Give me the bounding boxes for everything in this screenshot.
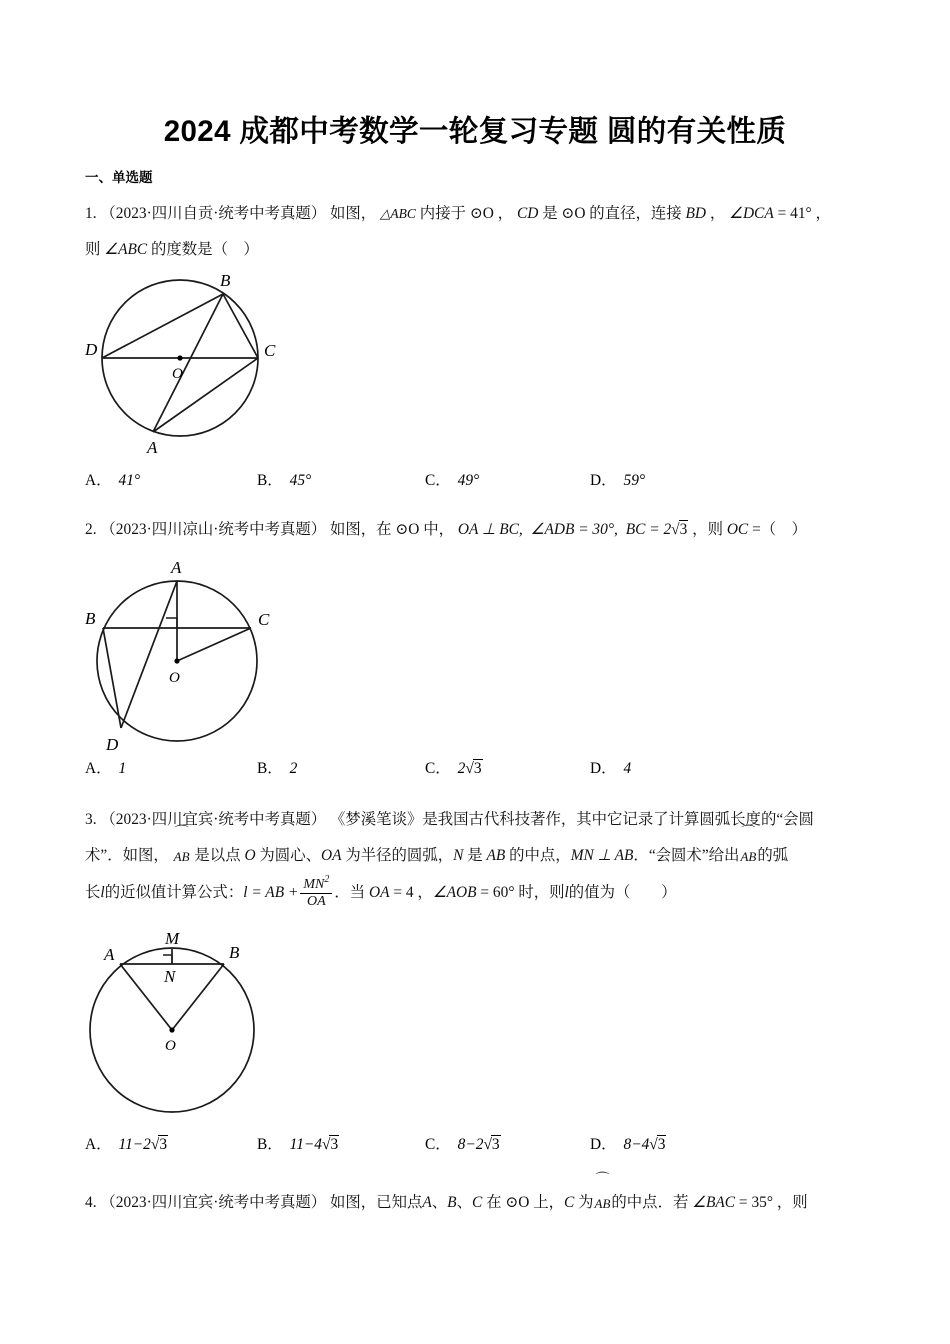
question-1-text-line2a: 则	[85, 241, 101, 258]
question-4-a: A	[422, 1194, 432, 1211]
question-1-text-f: ，	[709, 205, 726, 222]
figure-2-label-a: A	[171, 558, 182, 577]
question-2-sqrt3: √3	[671, 521, 688, 538]
arc-ab-symbol-2: ⌒ AB	[740, 826, 757, 864]
question-3-angle-aob: ∠AOB	[432, 884, 477, 901]
option-2-d[interactable]	[590, 756, 631, 778]
question-2-oa-perp-bc: OA ⊥ BC,	[457, 521, 523, 538]
question-3-text-line2a: 术”．如图，	[85, 847, 169, 864]
option-1-d[interactable]	[590, 468, 645, 490]
question-3-formula-head: l = AB +	[243, 884, 299, 901]
question-1	[85, 196, 875, 268]
figure-1-label-c: C	[264, 341, 276, 360]
question-2-bc-value: BC = 2	[625, 521, 672, 538]
question-1-triangle-abc: △ABC	[380, 206, 416, 221]
question-3-text-line3e: ．当	[334, 884, 369, 901]
question-2-text-g: =（ ）	[752, 521, 807, 538]
figure-3-label-b: B	[229, 943, 240, 962]
option-1-c-label: C．	[425, 472, 451, 489]
option-1-c-value: 49°	[457, 472, 480, 489]
option-3-b-label: B．	[257, 1136, 283, 1153]
question-3-text-line3k: 的值为（ ）	[568, 884, 677, 901]
option-2-c-label: C．	[425, 760, 451, 777]
option-3-a[interactable]: A． 11−2√3	[85, 1136, 168, 1153]
question-3-text-line3c: 的近似值计算公式：	[104, 884, 244, 901]
option-3-d-label: D．	[590, 1136, 617, 1153]
option-2-a[interactable]	[85, 756, 126, 778]
question-3-text-line2d: 为圆心、	[255, 847, 321, 864]
figure-2-label-d: D	[106, 735, 119, 754]
option-3-c[interactable]: C． 8−2√3	[425, 1136, 500, 1153]
option-1-b-value: 45°	[289, 472, 312, 489]
figure-1-label-a: A	[147, 438, 158, 457]
question-3	[85, 802, 875, 912]
question-4-text-l: = 35° ，则	[735, 1194, 808, 1211]
option-1-c[interactable]	[425, 468, 479, 490]
question-3-text-line2j: 的中点，	[505, 847, 571, 864]
question-1-angle-abc: ∠ABC	[104, 241, 148, 258]
question-3-text-line2h: 是	[463, 847, 487, 864]
figure-3-label-o: O	[165, 1038, 176, 1054]
question-3-text-line2l: ．“会圆术”给出	[633, 847, 740, 864]
question-2-options	[85, 756, 885, 780]
question-3-number: 3.	[85, 811, 97, 828]
question-4-sep-2: 、	[456, 1194, 472, 1211]
section-heading: 一、单选题	[85, 170, 153, 185]
question-4	[85, 1173, 875, 1222]
option-1-b-label: B．	[257, 472, 283, 489]
question-1-text-line2c: 的度数是（ ）	[151, 241, 259, 258]
question-1-angle-dca: ∠DCA	[729, 205, 774, 222]
question-3-oa-2: OA	[368, 884, 390, 901]
question-4-angle-bac: ∠BAC	[692, 1194, 736, 1211]
figure-3-label-a: A	[104, 945, 115, 964]
figure-question-2	[72, 548, 302, 763]
option-1-a-label: A．	[85, 472, 112, 489]
question-1-text-d: 是 ⊙O 的直径，连接	[542, 205, 686, 222]
question-2-number: 2.	[85, 521, 97, 538]
page-title: 2024 成都中考数学一轮复习专题 圆的有关性质	[163, 115, 787, 148]
question-1-text-b: 内接于 ⊙O ，	[419, 205, 514, 222]
option-3-a-label: A．	[85, 1136, 112, 1153]
question-4-sep-1: 、	[431, 1194, 448, 1211]
option-2-d-value: 4	[623, 760, 632, 777]
question-4-source: （2023·四川宜宾·统考中考真题）	[100, 1194, 327, 1211]
question-3-fraction-mn2-over-oa: $\frac{MN^2}{OA}$	[300, 874, 332, 910]
question-2-text-a: 如图，在 ⊙O 中，	[330, 521, 455, 538]
arc-ab-symbol-1: ⌒ AB	[173, 826, 190, 864]
question-2-angle-adb: ∠ADB = 30°,	[530, 521, 618, 538]
figure-question-3	[82, 928, 302, 1133]
question-3-text-line1: 《梦溪笔谈》是我国古代科技著作，其中它记录了计算圆弧长度的“会圆	[330, 811, 814, 828]
question-1-text-h: = 41° ，	[777, 205, 831, 222]
option-2-c[interactable]: C． 2√3	[425, 760, 482, 777]
question-4-text-i: 为	[574, 1194, 594, 1211]
question-4-c: C	[471, 1194, 483, 1211]
question-3-text-line3a: 长	[85, 884, 101, 901]
question-4-text-a: 如图，已知点	[330, 1194, 423, 1211]
question-3-text-line3i: = 60° 时，则	[476, 884, 565, 901]
question-1-source: （2023·四川自贡·统考中考真题）	[100, 205, 327, 222]
figure-2-label-b: B	[85, 609, 96, 628]
question-2	[85, 512, 875, 548]
figure-1-label-d: D	[85, 340, 98, 359]
question-3-o: O	[244, 847, 256, 864]
arc-ab-symbol-3: ⌒ AB	[594, 1173, 611, 1211]
question-4-number: 4.	[85, 1194, 97, 1211]
question-3-n: N	[453, 847, 464, 864]
option-1-b[interactable]	[257, 468, 311, 490]
option-1-d-label: D．	[590, 472, 617, 489]
question-1-text-a: 如图，	[330, 205, 377, 222]
question-3-options	[85, 1132, 885, 1156]
figure-1-label-b: B	[220, 271, 231, 290]
question-3-source: （2023·四川宜宾·统考中考真题）	[100, 811, 327, 828]
option-2-a-label: A．	[85, 760, 112, 777]
option-2-a-value: 1	[118, 760, 127, 777]
figure-1-label-o: O	[172, 366, 183, 382]
option-2-b-label: B．	[257, 760, 283, 777]
question-3-mn-perp-ab: MN ⊥ AB	[570, 847, 634, 864]
option-3-b[interactable]: B． 11−4√3	[257, 1136, 339, 1153]
question-3-oa: OA	[320, 847, 342, 864]
question-3-l-1: l	[100, 884, 105, 901]
question-1-bd: BD	[685, 205, 707, 222]
option-3-d[interactable]: D． 8−4√3	[590, 1136, 666, 1153]
question-3-l-2: l	[564, 884, 569, 901]
question-3-text-line2b: 是以点	[194, 847, 245, 864]
figure-3-label-n: N	[164, 967, 176, 986]
question-3-ab: AB	[486, 847, 506, 864]
question-1-number: 1.	[85, 205, 97, 222]
figure-3-label-m: M	[165, 929, 180, 948]
option-2-d-label: D．	[590, 760, 617, 777]
option-2-b[interactable]	[257, 756, 297, 778]
question-3-text-line3g: = 4 ，	[389, 884, 433, 901]
option-2-b-value: 2	[289, 760, 298, 777]
figure-2-label-c: C	[258, 610, 270, 629]
question-3-text-line2f: 为半径的圆弧，	[341, 847, 454, 864]
question-2-oc: OC	[726, 521, 749, 538]
question-4-text-j: 的中点．若	[611, 1194, 693, 1211]
question-4-b: B	[447, 1194, 457, 1211]
option-1-d-value: 59°	[623, 472, 646, 489]
question-1-cd: CD	[516, 205, 539, 222]
option-1-a[interactable]	[85, 468, 140, 490]
option-1-a-value: 41°	[118, 472, 141, 489]
question-2-text-e: ，则	[692, 521, 727, 538]
question-4-text-g: 在 ⊙O 上，	[482, 1194, 564, 1211]
question-1-options	[85, 468, 885, 492]
question-3-text-line2m: 的弧	[757, 847, 789, 864]
figure-question-1	[80, 268, 310, 463]
question-4-c-2: C	[563, 1194, 575, 1211]
question-2-source: （2023·四川凉山·统考中考真题）	[100, 521, 327, 538]
figure-2-label-o: O	[169, 670, 180, 686]
option-3-c-label: C．	[425, 1136, 451, 1153]
